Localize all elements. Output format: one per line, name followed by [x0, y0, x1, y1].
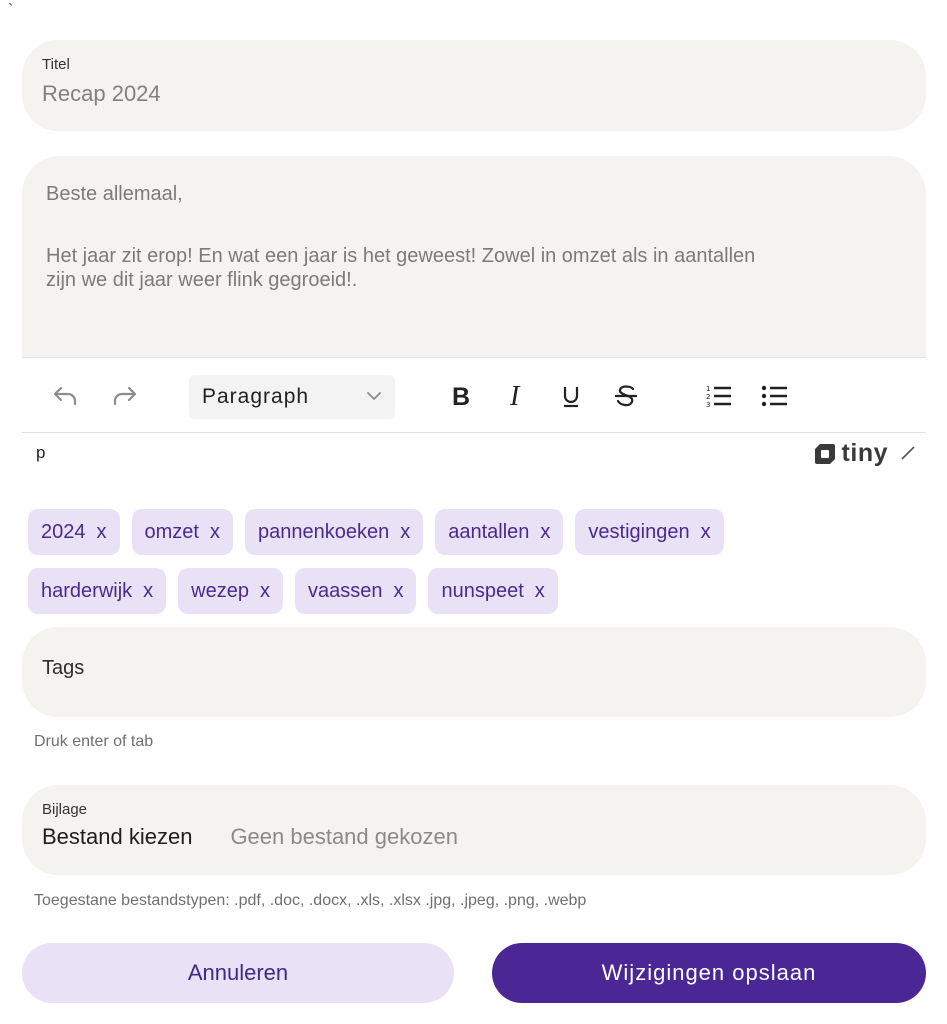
- attachment-field: [22, 785, 926, 875]
- tiny-logo-icon: [814, 443, 836, 465]
- svg-text:2: 2: [706, 393, 711, 401]
- redo-icon: [110, 384, 138, 408]
- file-status: Geen bestand gekozen: [230, 824, 458, 849]
- choose-file-button[interactable]: Bestand kiezen: [42, 824, 193, 849]
- tag-chip: [178, 568, 283, 614]
- italic-button[interactable]: [502, 376, 532, 416]
- file-input: [42, 824, 926, 850]
- numbered-list-icon: [705, 383, 733, 409]
- tag-chip-label: vestigingen: [588, 520, 690, 543]
- remove-tag-button[interactable]: x: [96, 520, 107, 543]
- cancel-button[interactable]: Annuleren: [22, 943, 454, 1003]
- underline-button[interactable]: [556, 376, 586, 416]
- tag-chip-label: nunspeet: [441, 579, 524, 602]
- block-format-select[interactable]: [189, 375, 395, 419]
- tag-chip-label: omzet: [144, 520, 199, 543]
- editor-content-area[interactable]: [22, 156, 926, 357]
- svg-text:1: 1: [706, 385, 711, 393]
- title-field-label: Titel: [42, 56, 70, 73]
- remove-tag-button[interactable]: x: [259, 579, 270, 602]
- tag-chip: [245, 509, 423, 555]
- editor-paragraph: Beste allemaal,: [46, 183, 183, 205]
- strikethrough-icon: [613, 383, 639, 409]
- tiny-brand-link[interactable]: [814, 439, 888, 468]
- block-format-value: Paragraph: [202, 385, 310, 408]
- tag-chip: [28, 568, 166, 614]
- undo-icon: [52, 384, 80, 408]
- resize-handle-icon[interactable]: [900, 445, 916, 461]
- editor-toolbar: [22, 357, 926, 433]
- stray-mark: `: [8, 2, 14, 19]
- remove-tag-button[interactable]: x: [400, 520, 411, 543]
- remove-tag-button[interactable]: x: [209, 520, 220, 543]
- tag-chip-label: aantallen: [448, 520, 530, 543]
- tag-chip-label: 2024: [41, 520, 86, 543]
- chevron-down-icon: [365, 389, 383, 403]
- tags-input[interactable]: [22, 627, 926, 717]
- bulleted-list-icon: [761, 383, 789, 409]
- tag-chip: [295, 568, 417, 614]
- tag-chip-row: [28, 568, 928, 614]
- remove-tag-button[interactable]: x: [393, 579, 404, 602]
- tag-chip-label: harderwijk: [41, 579, 133, 602]
- tags-hint: Druk enter of tab: [34, 733, 154, 750]
- tags-input-placeholder: Tags: [42, 657, 85, 679]
- rich-text-editor: [22, 156, 926, 474]
- redo-button[interactable]: [108, 376, 140, 416]
- tag-chip-row: [28, 509, 928, 555]
- svg-text:I: I: [510, 382, 520, 410]
- svg-text:B: B: [452, 383, 471, 409]
- remove-tag-button[interactable]: x: [540, 520, 551, 543]
- allowed-filetypes-hint: Toegestane bestandstypen: .pdf, .doc, .docx, .xls, .xlsx .jpg, .jpeg, .png, .webp: [34, 892, 587, 909]
- undo-button[interactable]: [50, 376, 82, 416]
- editor-paragraph: Het jaar zit erop! En wat een jaar is het geweest! Zowel in omzet als in aantallen: [46, 245, 756, 267]
- tag-chip: [575, 509, 723, 555]
- tag-chip: [428, 568, 557, 614]
- tag-chip: [435, 509, 563, 555]
- italic-icon: [506, 382, 528, 410]
- attachment-label: Bijlage: [42, 801, 88, 818]
- tag-chip-label: pannenkoeken: [257, 520, 390, 543]
- svg-text:3: 3: [706, 401, 711, 409]
- editor-statusbar: [22, 433, 926, 474]
- remove-tag-button[interactable]: x: [534, 579, 545, 602]
- title-field[interactable]: [22, 40, 926, 131]
- tag-chip-label: wezep: [191, 579, 249, 602]
- tiny-brand-text: tiny: [841, 439, 888, 467]
- bold-icon: [450, 383, 472, 409]
- tag-chip: [28, 509, 120, 555]
- strikethrough-button[interactable]: [610, 376, 642, 416]
- title-field-value[interactable]: Recap 2024: [42, 81, 161, 106]
- remove-tag-button[interactable]: x: [143, 579, 154, 602]
- save-changes-button[interactable]: Wijzigingen opslaan: [492, 943, 926, 1003]
- bulleted-list-button[interactable]: [758, 376, 792, 416]
- editor-paragraph: zijn we dit jaar weer flink gegroeid!.: [46, 269, 358, 291]
- remove-tag-button[interactable]: x: [700, 520, 711, 543]
- tag-chip: [132, 509, 233, 555]
- element-path[interactable]: p: [36, 443, 46, 462]
- underline-icon: [561, 383, 581, 409]
- bold-button[interactable]: [446, 376, 476, 416]
- tag-chip-list: [28, 509, 928, 627]
- numbered-list-button[interactable]: [702, 376, 736, 416]
- tag-chip-label: vaassen: [307, 579, 383, 602]
